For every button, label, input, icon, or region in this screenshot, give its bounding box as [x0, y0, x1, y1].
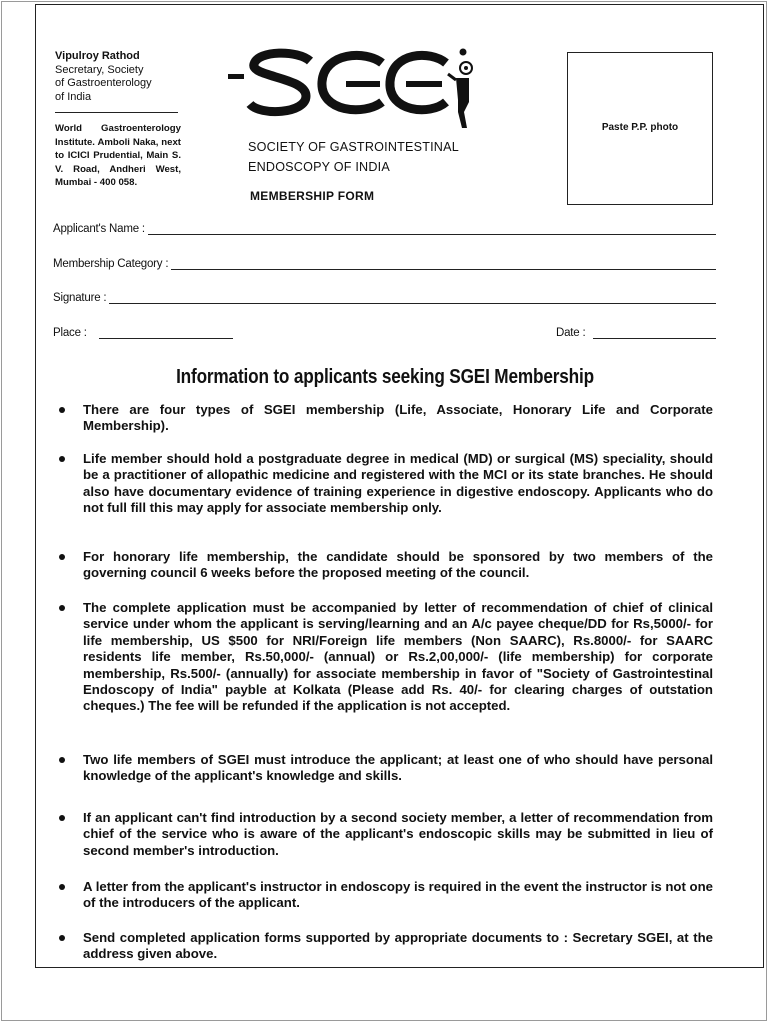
info-bullet: There are four types of SGEI membership (Life, Associate, Honorary Life and Corporate Membership).	[83, 402, 713, 434]
info-bullet: For honorary life membership, the candidate should be sponsored by two members of the governing council 6 weeks before the proposed meeting of the council.	[83, 549, 713, 581]
info-bullet: The complete application must be accompanied by letter of recommendation of chief of clinical service under whom the applicant is serving/learning and an A/c payee cheque/DD for Rs,5000/- for life membership, US $500 for NRI/Foreign life members (Non SAARC), Rs.8000/- for SAARC residents life member, Rs.50,000/- (annual) or Rs.2,00,000/- (life membership) for corporate membership, Rs.500/- (annually) for associate membership in favor of "Society of Gastrointestinal Endoscopy of India" payble at Kolkata (Please add Rs. 40/- for clearing charges of outstation cheques.) The fee will be refunded if the application is not accepted.	[83, 600, 713, 714]
secretary-name: Vipulroy Rathod	[55, 50, 140, 62]
place-label: Place :	[53, 327, 87, 339]
secretary-block	[55, 50, 185, 104]
place-line[interactable]	[99, 329, 233, 339]
endoscopist-figure-icon	[448, 49, 472, 129]
signature-line[interactable]	[109, 294, 716, 304]
membership-category-field[interactable]	[53, 258, 716, 270]
signature-label: Signature :	[53, 292, 107, 304]
signature-field[interactable]	[53, 292, 716, 304]
place-field[interactable]	[53, 327, 233, 339]
date-label: Date :	[556, 327, 586, 339]
info-bullet: Life member should hold a postgraduate degree in medical (MD) or surgical (MS) speciality, should be a practitioner of allopathic medicine and registered with the MCI or its state branches. He should also have documentary evidence of training experience in digestive endoscopy. Applicants who do not full fill this may apply for associate membership only.	[83, 451, 713, 516]
date-line[interactable]	[593, 329, 716, 339]
sgei-logo	[226, 44, 480, 136]
secretary-address: World Gastroenterology Institute. Amboli Naka, next to ICICI Prudential, Main S. V. Road, Andheri West, Mumbai - 400 058.	[55, 123, 181, 189]
photo-label: Paste P.P. photo	[601, 122, 679, 133]
applicant-name-line[interactable]	[148, 225, 716, 235]
info-bullet: Send completed application forms supported by appropriate documents to : Secretary SGEI, at the address given above.	[83, 930, 713, 962]
society-name-line: ENDOSCOPY OF INDIA	[248, 160, 390, 174]
applicant-name-field[interactable]	[53, 223, 716, 235]
secretary-title-line: Secretary, Society	[55, 63, 144, 76]
date-field[interactable]	[556, 327, 716, 339]
info-bullet: If an applicant can't find introduction by a second society member, a letter of recommendation from chief of the service who is aware of the applicant's endoscopic skills may be submitted in lieu of second member's introduction.	[83, 810, 713, 858]
photo-box[interactable]	[567, 52, 713, 205]
form-title: MEMBERSHIP FORM	[250, 189, 375, 203]
membership-category-line[interactable]	[171, 260, 716, 270]
applicant-name-label: Applicant's Name :	[53, 223, 145, 235]
secretary-title-line: of Gastroenterology	[55, 77, 152, 89]
society-name	[248, 137, 459, 177]
society-name-line: SOCIETY OF GASTROINTESTINAL	[248, 140, 459, 154]
info-bullet: A letter from the applicant's instructor in endoscopy is required in the event the instructor is not one of the introducers of the applicant.	[83, 879, 713, 911]
secretary-title-line: of India	[55, 90, 92, 103]
secretary-divider	[55, 112, 178, 113]
info-title: Information to applicants seeking SGEI Membership	[176, 366, 594, 388]
membership-category-label: Membership Category :	[53, 258, 169, 270]
info-bullet: Two life members of SGEI must introduce the applicant; at least one of who should have personal knowledge of the applicant's knowledge and skills.	[83, 752, 713, 784]
